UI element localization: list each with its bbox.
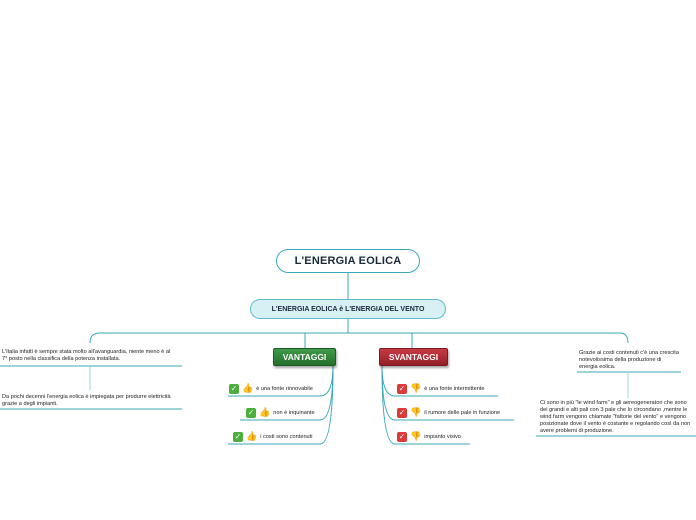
check-icon: ✓ [398,383,406,393]
root-node[interactable] [276,249,420,273]
thumbs-up-icon: 👍 [242,383,254,393]
thumbs-down-icon: 👎 [410,383,422,393]
vantaggi-item[interactable]: ✓ 👍 non è inquinante [247,407,315,417]
root-title: L'ENERGIA EOLICA [294,255,402,267]
left-note-1[interactable]: L'Italia infatti è sempre stata molto all'avanguardia, niente meno è al 7° posto nella classifica della potenza installata. [2,349,171,362]
subtitle-text: L'ENERGIA EOLICA è L'ENERGIA DEL VENTO [271,305,425,313]
vantaggi-item[interactable]: ✓ 👍 è una fonte rinnovabile [230,383,313,393]
vantaggi-label: VANTAGGI [282,352,327,362]
svantaggi-item[interactable]: ✓ 👎 il rumore delle pale in funzione [398,407,501,417]
thumbs-up-icon: 👍 [259,407,271,417]
svantaggi-node[interactable] [379,348,448,366]
thumbs-up-icon: 👍 [246,431,258,441]
thumbs-down-icon: 👎 [410,431,422,441]
left-note-2[interactable]: Da pochi decenni l'energia eolica è impiegata per produrre elettricità grazie a degli impianti. [2,394,171,407]
svantaggi-item[interactable]: ✓ 👎 impianto visivo [398,431,461,441]
check-icon: ✓ [234,431,242,441]
check-icon: ✓ [230,383,238,393]
svantaggi-label: SVANTAGGI [388,352,439,362]
check-icon: ✓ [398,407,406,417]
subtitle-node[interactable] [250,299,446,319]
check-icon: ✓ [398,431,406,441]
vantaggi-item[interactable]: ✓ 👍 i costi sono contenuti [234,431,313,441]
svantaggi-item[interactable]: ✓ 👎 è una fonte intermittente [398,383,485,393]
right-note-2[interactable]: Ci sono in più "le wind farm" e gli aereogeneratori che sono dei grandi e alti pali con 3 pale che lo circondano ,mentre le wind farm vengono chiamate "fattorie del vento" e vengono posizionate dove il vento è costante e regolando così da non avere problemi di produzione. [540,400,691,434]
thumbs-down-icon: 👎 [410,407,422,417]
right-note-1[interactable]: Grazie ai costi contenuti c'è una crescita notevolissima della produzione di energia eolica. [579,350,679,370]
vantaggi-node[interactable] [273,348,336,366]
check-icon: ✓ [247,407,255,417]
